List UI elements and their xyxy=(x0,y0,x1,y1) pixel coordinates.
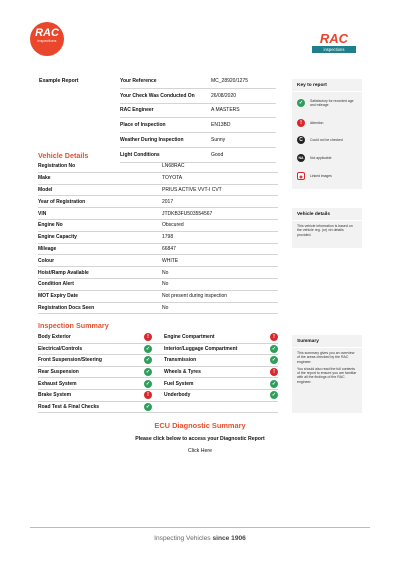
inspection-item xyxy=(156,380,278,388)
key-item xyxy=(297,154,358,162)
row-key: Year of Registration xyxy=(38,198,86,205)
table-row xyxy=(38,232,278,244)
summary-value: EN13BD xyxy=(211,122,231,129)
check-icon: ✓ xyxy=(298,100,304,106)
vehicle-details-title: Vehicle Details xyxy=(38,151,89,160)
inspection-item xyxy=(156,333,278,341)
table-row xyxy=(38,196,278,208)
inspection-item-label: Front Suspension/Steering xyxy=(38,357,102,364)
summary-row xyxy=(120,74,276,89)
na-icon: NA xyxy=(298,156,304,160)
logo-sub: inspections xyxy=(37,39,57,43)
summary-row xyxy=(120,118,276,133)
table-row xyxy=(38,244,278,256)
row-value: No xyxy=(162,269,169,276)
inspection-item xyxy=(38,403,156,411)
key-item-label: Linked images xyxy=(310,174,332,178)
check-icon: ✓ xyxy=(271,345,277,352)
logo-brand: RAC xyxy=(319,31,349,46)
table-row xyxy=(38,344,278,356)
row-key: Engine Capacity xyxy=(38,234,77,241)
rac-logo-left xyxy=(30,22,64,56)
inspection-item xyxy=(38,333,156,341)
summary-value: Sunny xyxy=(211,137,226,144)
summary-panel xyxy=(292,335,362,413)
rac-logo-right xyxy=(312,32,356,53)
footer-divider xyxy=(30,527,370,528)
key-item-label: Attention xyxy=(310,120,324,125)
table-row xyxy=(38,332,278,344)
inspection-item xyxy=(38,368,156,376)
table-row xyxy=(38,355,278,367)
table-row xyxy=(38,255,278,267)
footer-prefix: Inspecting Vehicles xyxy=(154,535,211,542)
camera-icon: ◉ xyxy=(297,172,305,180)
check-icon: ✓ xyxy=(145,369,151,376)
footer xyxy=(0,535,400,542)
summary-key: Your Reference xyxy=(120,77,157,84)
key-panel xyxy=(292,79,362,189)
key-item xyxy=(297,136,358,144)
inspection-item-label: Transmission xyxy=(164,357,197,364)
row-key: Model xyxy=(38,186,53,193)
key-title: Key to report xyxy=(292,79,362,92)
c-icon: C xyxy=(297,136,305,144)
table-row xyxy=(38,402,278,414)
table-row xyxy=(38,378,278,390)
row-value: 2017 xyxy=(162,198,174,205)
logo-brand: RAC xyxy=(35,27,59,39)
row-value: 66847 xyxy=(162,245,176,252)
table-row xyxy=(38,303,278,315)
summary-key: RAC Engineer xyxy=(120,107,154,114)
inspection-item xyxy=(156,391,278,399)
summary-value: 26/08/2020 xyxy=(211,92,237,99)
row-value: TOYOTA xyxy=(162,175,183,182)
key-item xyxy=(297,172,358,180)
row-value: 1798 xyxy=(162,234,174,241)
row-key: Make xyxy=(38,175,51,182)
check-icon: ✓ xyxy=(145,403,151,410)
inspection-item xyxy=(38,380,156,388)
row-key: Engine No xyxy=(38,222,63,229)
inspection-item xyxy=(38,356,156,364)
inspection-item-label: Wheels & Tyres xyxy=(164,369,201,376)
table-row xyxy=(38,267,278,279)
row-value: PRIUS ACTIVE VVT-I CVT xyxy=(162,186,222,193)
alert-icon: ! xyxy=(297,119,305,127)
key-item-label: Satisfactory for recorded age and mileage xyxy=(310,99,354,108)
table-row xyxy=(38,367,278,379)
inspection-item xyxy=(156,356,278,364)
summary-key: Place of Inspection xyxy=(120,122,166,129)
table-row xyxy=(38,161,278,173)
table-row xyxy=(38,279,278,291)
key-item-label: Not applicable xyxy=(310,156,332,160)
row-key: Hoist/Ramp Available xyxy=(38,269,89,276)
row-value: LN68RAC xyxy=(162,163,185,170)
inspection-item-label: Underbody xyxy=(164,392,191,399)
alert-icon: ! xyxy=(144,391,152,399)
summary-row xyxy=(120,133,276,148)
vehicle-details-panel xyxy=(292,208,362,248)
row-key: VIN xyxy=(38,210,47,217)
table-row xyxy=(38,185,278,197)
alert-icon: ! xyxy=(270,368,278,376)
inspection-item xyxy=(38,345,156,353)
inspection-item xyxy=(38,391,156,399)
inspection-summary-table xyxy=(38,332,278,413)
inspection-item xyxy=(156,368,278,376)
table-row xyxy=(38,291,278,303)
summary-value: Good xyxy=(211,151,224,158)
key-item-label: Could not be checked xyxy=(310,137,343,142)
row-key: Condition Alert xyxy=(38,281,74,288)
row-value: No xyxy=(162,281,169,288)
table-row xyxy=(38,390,278,402)
check-icon: ✓ xyxy=(145,380,151,387)
alert-icon: ! xyxy=(144,333,152,341)
inspection-item-label: Brake System xyxy=(38,392,72,399)
key-item xyxy=(297,119,358,127)
row-value: No xyxy=(162,304,169,311)
table-row xyxy=(38,208,278,220)
inspection-item-label: Interior/Luggage Compartment xyxy=(164,345,238,352)
panel-title: Summary xyxy=(292,335,362,348)
report-label: Example Report xyxy=(39,78,79,84)
table-row xyxy=(38,220,278,232)
panel-text: You should also read the full contents of the report to ensure you are familiar with all the findings of the RAC engineer. xyxy=(297,366,357,384)
summary-row xyxy=(120,89,276,104)
inspection-item-label: Engine Compartment xyxy=(164,334,215,341)
row-value: JTDKB3FU503554567 xyxy=(162,210,213,217)
report-summary-table xyxy=(120,74,276,163)
inspection-item-label: Electrical/Controls xyxy=(38,345,83,352)
check-icon: ✓ xyxy=(271,392,277,399)
table-row xyxy=(38,173,278,185)
inspection-item-label: Fuel System xyxy=(164,380,194,387)
ecu-subtitle: Please click below to access your Diagnostic Report xyxy=(135,436,265,442)
inspection-item-label: Exhaust System xyxy=(38,380,77,387)
summary-value: MC_28920/1275 xyxy=(211,77,248,84)
key-item xyxy=(297,99,358,107)
panel-title: Vehicle details xyxy=(292,208,362,221)
alert-icon: ! xyxy=(270,333,278,341)
row-value: Obscured xyxy=(162,222,184,229)
ecu-title: ECU Diagnostic Summary xyxy=(154,421,246,430)
check-icon: ✓ xyxy=(145,345,151,352)
check-icon: ✓ xyxy=(271,357,277,364)
summary-key: Weather During Inspection xyxy=(120,137,184,144)
diagnostic-report-link[interactable]: Click Here xyxy=(188,448,212,454)
summary-key: Light Conditions xyxy=(120,151,160,158)
logo-sub: inspections xyxy=(312,46,356,53)
inspection-item-label: Body Exterior xyxy=(38,334,71,341)
row-value: Not present during inspection xyxy=(162,293,228,300)
row-key: Registration Docs Seen xyxy=(38,304,95,311)
panel-text: This vehicle information is based on the vehicle reg. (or) vin details provided. xyxy=(297,224,353,237)
inspection-summary-title: Inspection Summary xyxy=(38,321,109,330)
row-value: WHITE xyxy=(162,257,179,264)
summary-value: A MASTERS xyxy=(211,107,240,114)
row-key: MOT Expiry Date xyxy=(38,293,79,300)
row-key: Mileage xyxy=(38,245,57,252)
footer-bold: since 1906 xyxy=(212,535,246,542)
panel-text: This summary gives you an overview of the areas checked by the RAC engineer. xyxy=(297,351,355,364)
inspection-item-label: Rear Suspension xyxy=(38,369,79,376)
check-icon: ✓ xyxy=(271,380,277,387)
vehicle-details-table xyxy=(38,161,278,314)
summary-key: Your Check Was Conducted On xyxy=(120,92,195,99)
row-key: Registration No xyxy=(38,163,76,170)
row-key: Colour xyxy=(38,257,55,264)
inspection-item xyxy=(156,345,278,353)
summary-row xyxy=(120,104,276,119)
inspection-item-label: Road Test & Final Checks xyxy=(38,403,100,410)
check-icon: ✓ xyxy=(145,357,151,364)
